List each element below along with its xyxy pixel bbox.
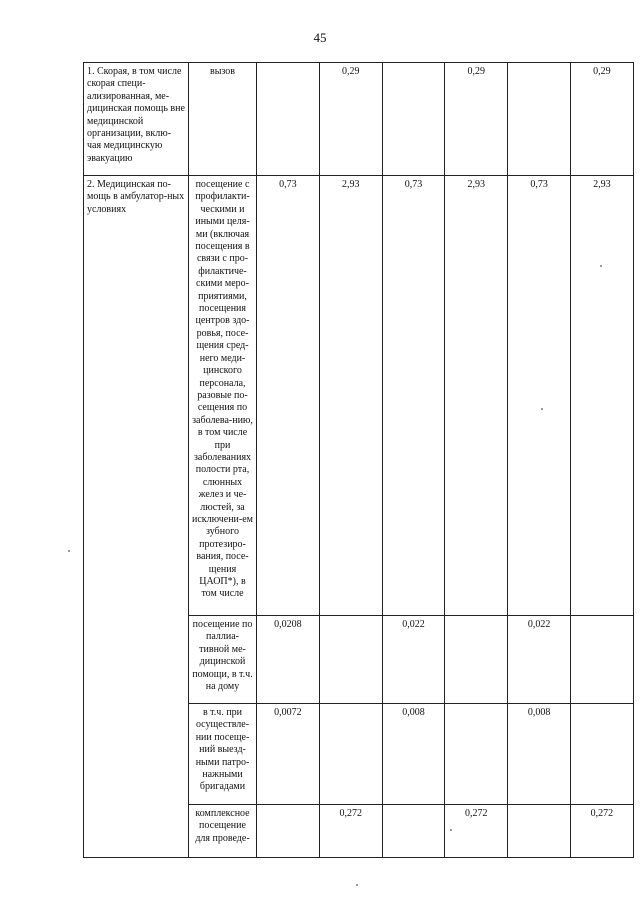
table-row xyxy=(84,63,634,176)
value-cell: 0,022 xyxy=(508,616,571,704)
scan-speck xyxy=(541,408,543,410)
value-cell xyxy=(570,616,633,704)
unit-cell: посещение по паллиа-тивной ме-дицинской помощи, в т.ч. на дому xyxy=(189,616,257,704)
value-cell: 0,73 xyxy=(257,176,320,616)
value-cell xyxy=(508,805,571,858)
value-cell: 0,272 xyxy=(570,805,633,858)
unit-cell: в т.ч. при осуществле-нии посеще-ний выезд-ными патро-нажными бригадами xyxy=(189,704,257,805)
value-cell: 0,272 xyxy=(445,805,508,858)
value-cell xyxy=(445,616,508,704)
value-cell xyxy=(445,704,508,805)
care-type-cell: 2. Медицинская по-мощь в амбулатор-ных условиях xyxy=(84,176,189,858)
value-cell: 2,93 xyxy=(319,176,382,616)
value-cell xyxy=(257,63,320,176)
scan-speck xyxy=(450,829,452,831)
value-cell: 0,29 xyxy=(570,63,633,176)
unit-cell: посещение с профилакти-ческими и иными целя-ми (включая посещения в связи с про-филактиче-скими меро-приятиями, посещения центров здо-ровья, посе-щения сред-него меди-цинского персонала, разовые по-сещения по заболева-нию, в том числе при заболеваниях полости рта, слюнных желез и че-люстей, за исключени-ем зубного протезиро-вания, посе-щения ЦАОП*), в том числе xyxy=(189,176,257,616)
value-cell xyxy=(570,704,633,805)
value-cell: 0,0072 xyxy=(257,704,320,805)
value-cell: 0,0208 xyxy=(257,616,320,704)
value-cell xyxy=(257,805,320,858)
scan-speck xyxy=(600,265,602,267)
unit-cell: вызов xyxy=(189,63,257,176)
value-cell: 0,73 xyxy=(508,176,571,616)
scan-speck xyxy=(68,550,70,552)
value-cell: 2,93 xyxy=(570,176,633,616)
value-cell: 0,29 xyxy=(319,63,382,176)
care-type-cell: 1. Скорая, в том числе скорая специ-ализированная, ме-дицинская помощь вне медицинской организации, вклю-чая медицинскую эвакуацию xyxy=(84,63,189,176)
value-cell xyxy=(382,63,445,176)
page-number: 45 xyxy=(313,30,327,45)
value-cell: 0,008 xyxy=(508,704,571,805)
value-cell: 0,73 xyxy=(382,176,445,616)
value-cell: 2,93 xyxy=(445,176,508,616)
table-row xyxy=(84,176,634,616)
value-cell xyxy=(508,63,571,176)
value-cell xyxy=(319,616,382,704)
value-cell: 0,272 xyxy=(319,805,382,858)
value-cell xyxy=(319,704,382,805)
unit-cell: комплексное посещение для проведе- xyxy=(189,805,257,858)
value-cell: 0,022 xyxy=(382,616,445,704)
value-cell: 0,29 xyxy=(445,63,508,176)
scan-speck xyxy=(356,884,358,886)
norms-table xyxy=(83,62,634,858)
value-cell xyxy=(382,805,445,858)
value-cell: 0,008 xyxy=(382,704,445,805)
